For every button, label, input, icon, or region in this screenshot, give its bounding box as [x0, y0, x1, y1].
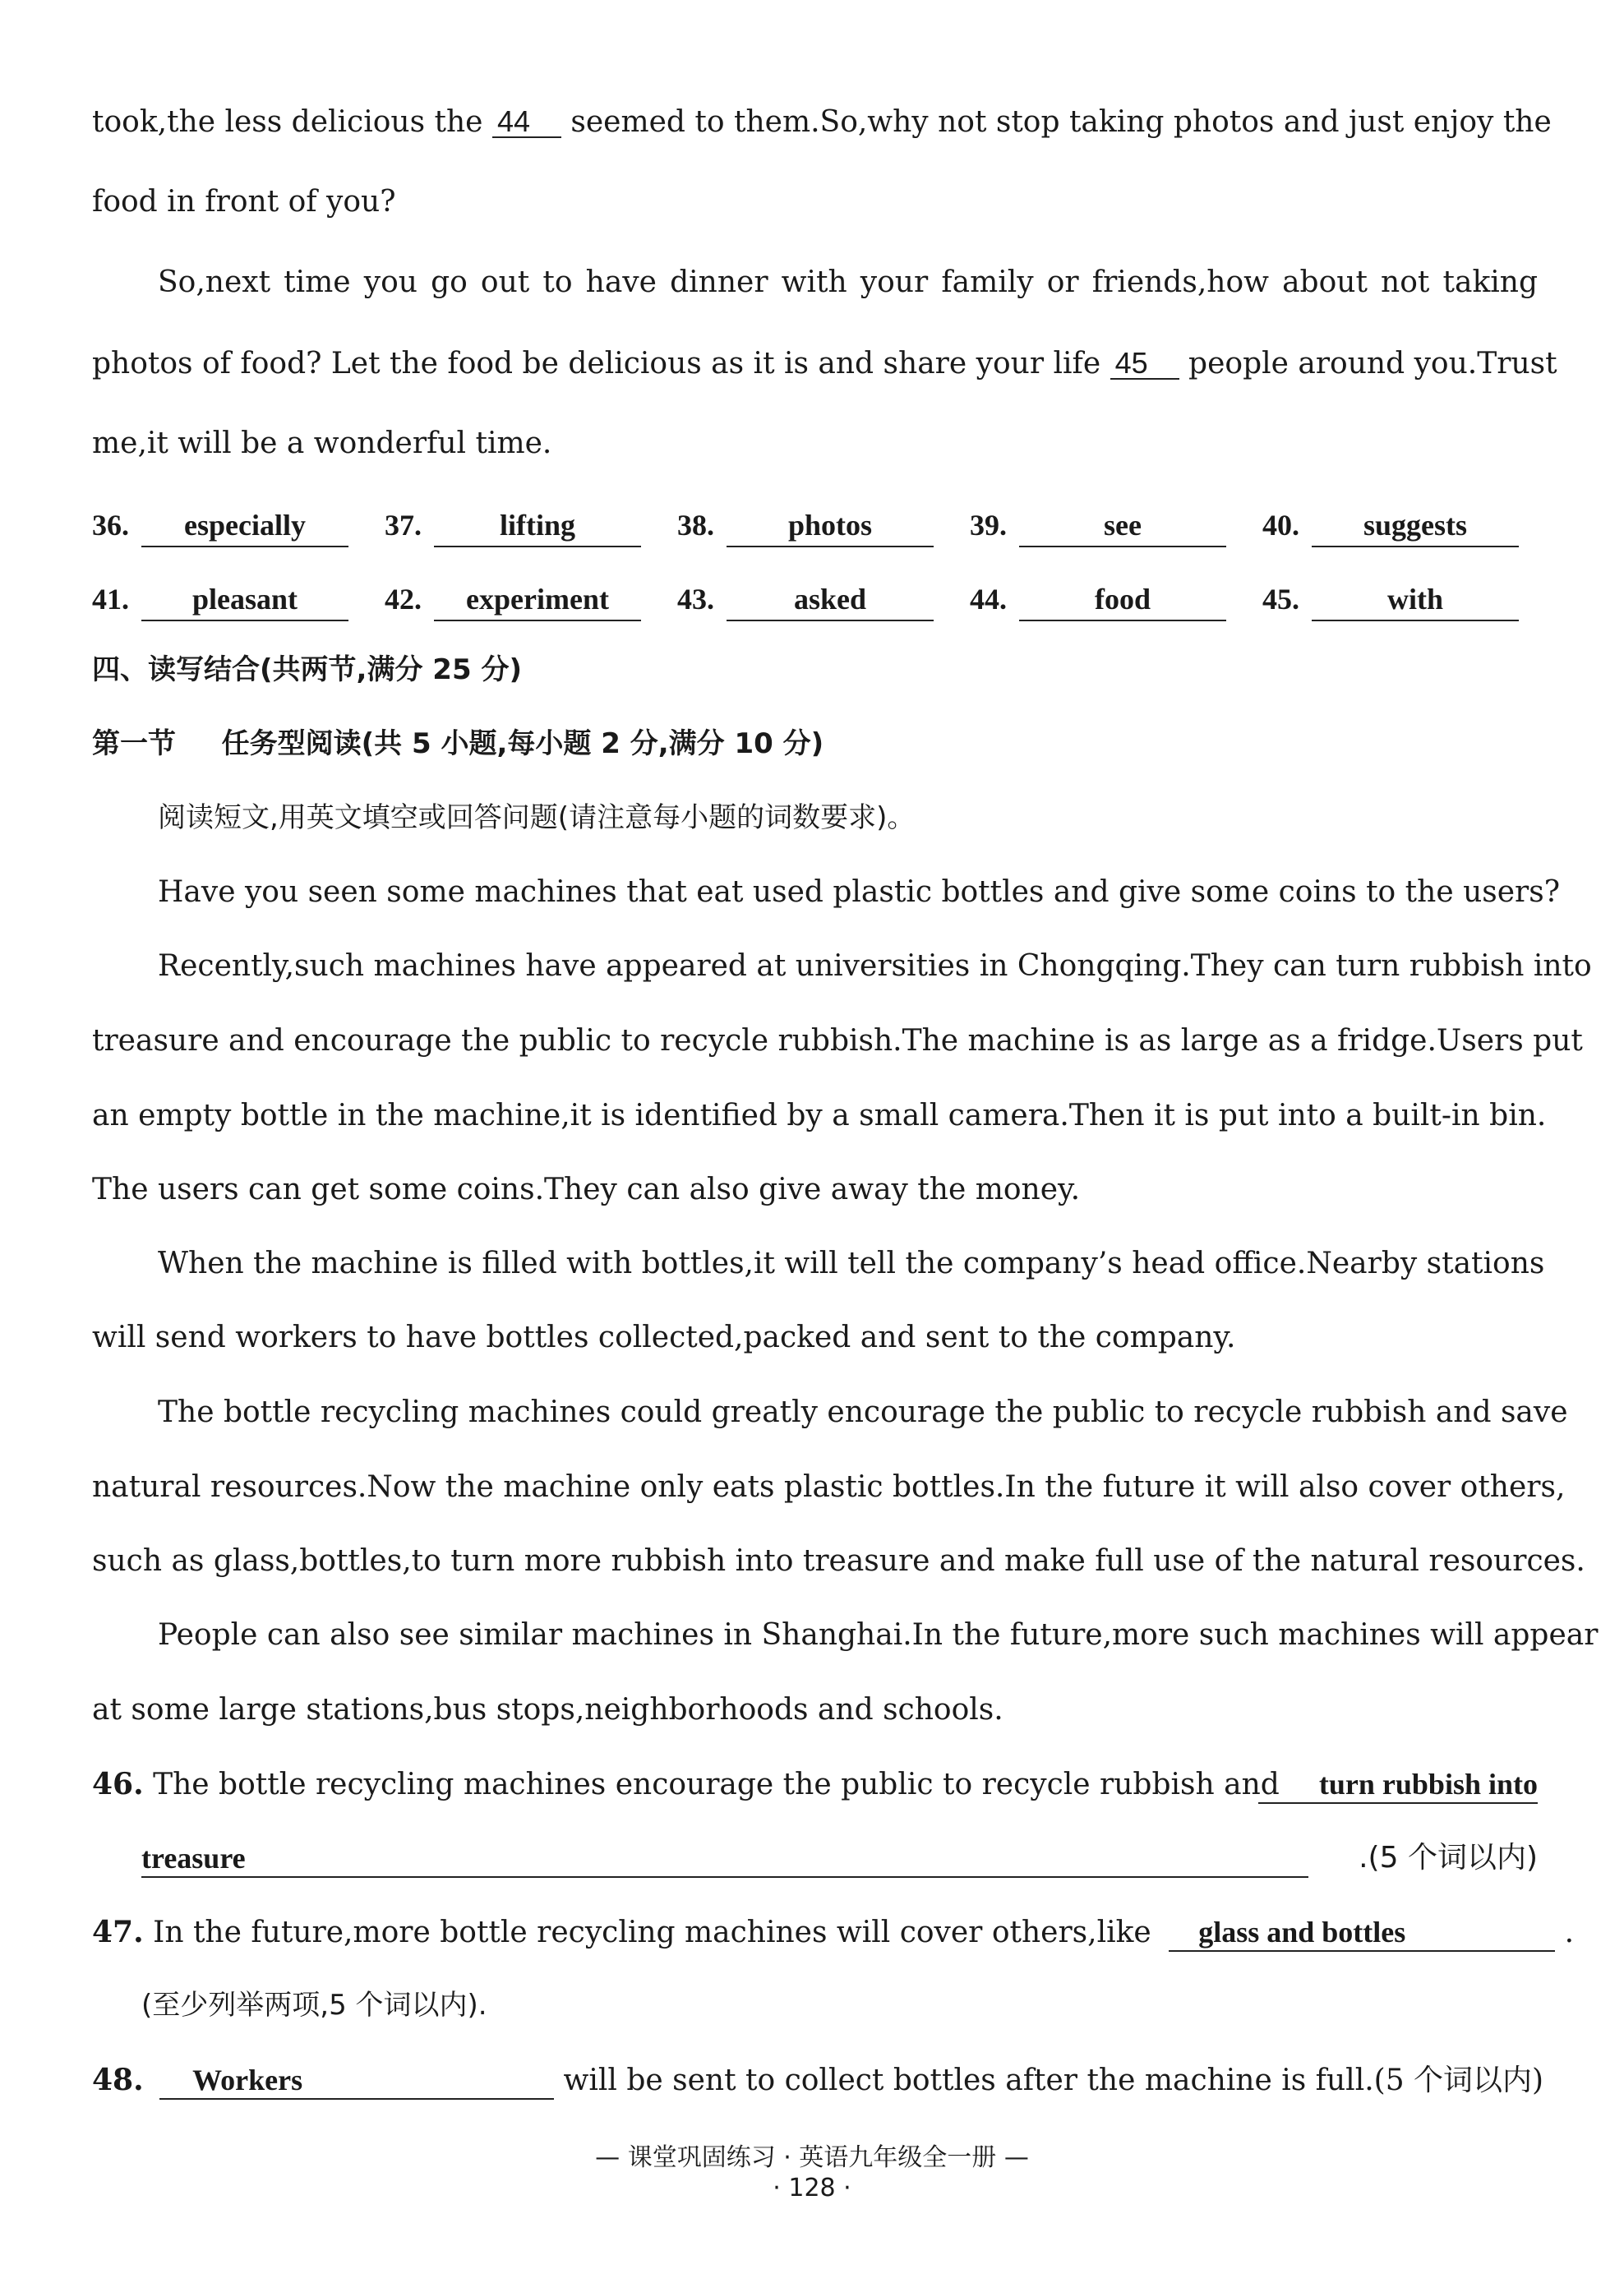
answer-value: food	[1019, 582, 1226, 621]
section-heading	[92, 653, 1538, 686]
answer-item	[677, 508, 873, 542]
passage-line	[92, 1544, 1585, 1578]
answer-item	[385, 508, 575, 542]
punctuation: .	[1564, 1916, 1575, 1949]
text: So,next time you go out to have dinner with your family or friends,how about not taking	[158, 265, 1538, 299]
passage-line	[92, 1695, 1538, 1725]
answer-number: 43.	[677, 583, 714, 616]
passage-line	[158, 949, 1592, 983]
text: at some large stations,bus stops,neighborhoods and schools.	[92, 1693, 1003, 1727]
passage-line	[92, 429, 1538, 459]
text: natural resources.Now the machine only eats plastic bottles.In the future it will also cover others,	[92, 1470, 1566, 1504]
footer-title	[0, 2137, 1624, 2173]
answer-value: suggests	[1312, 508, 1519, 547]
answer-text: glass and bottles	[1169, 1917, 1555, 1952]
question-46-cont	[141, 1843, 1538, 1878]
text: Have you seen some machines that eat used plastic bottles and give some coins to the users?	[158, 875, 1561, 909]
answer-item	[970, 582, 1151, 616]
question-46	[92, 1769, 1538, 1800]
instruction-text: 阅读短文,用英文填空或回答问题(请注意每小题的词数要求)。	[158, 801, 916, 834]
passage-line	[92, 346, 1557, 380]
answer-number: 41.	[92, 583, 129, 616]
part-title: 任务型阅读(共 5 小题,每小题 2 分,满分 10 分)	[221, 727, 824, 760]
word-limit: (至少列举两项,5 个词以内).	[141, 1989, 487, 2022]
answer-text: Workers	[159, 2065, 554, 2100]
answer-number: 38.	[677, 509, 714, 542]
passage-line	[92, 1099, 1547, 1132]
answer-row	[92, 508, 1539, 549]
answer-number: 37.	[385, 509, 422, 542]
text: food in front of you?	[92, 185, 396, 219]
part-label: 第一节	[92, 727, 176, 760]
answer-value: photos	[727, 508, 934, 547]
answer-number: 40.	[1262, 509, 1299, 542]
passage-line	[158, 875, 1561, 909]
blank-44: 44	[492, 107, 561, 138]
question-number: 48.	[92, 2063, 144, 2097]
passage-line	[92, 187, 1538, 217]
question-text: The bottle recycling machines encourage the public to recycle rubbish and	[153, 1768, 1280, 1801]
answer-number: 36.	[92, 509, 129, 542]
word-limit: .(5 个词以内)	[1359, 1841, 1538, 1875]
answer-item	[1262, 582, 1443, 616]
text: Recently,such machines have appeared at universities in Chongqing.They can turn rubbish into	[158, 949, 1592, 983]
question-text: will be sent to collect bottles after the machine is full.(5 个词以内)	[563, 2064, 1544, 2097]
answer-value: lifting	[434, 508, 641, 547]
answer-value: especially	[141, 508, 348, 547]
passage-line	[92, 1470, 1566, 1504]
question-number: 47.	[92, 1915, 144, 1949]
answer-item	[385, 582, 609, 616]
page-number-text: · 128 ·	[773, 2174, 851, 2202]
question-text: In the future,more bottle recycling machines will cover others,like	[153, 1916, 1151, 1949]
passage-line	[92, 1175, 1538, 1205]
text: took,the less delicious the	[92, 105, 483, 139]
passage-line	[92, 1323, 1538, 1353]
passage-line	[92, 104, 1552, 139]
passage-line	[158, 1247, 1545, 1280]
text: an empty bottle in the machine,it is identified by a small camera.Then it is put into a built-in bin.	[92, 1099, 1547, 1132]
text: photos of food? Let the food be delicious as it is and share your life	[92, 347, 1101, 380]
text: such as glass,bottles,to turn more rubbish into treasure and make full use of the natural resources.	[92, 1544, 1585, 1578]
passage-line	[158, 1395, 1568, 1429]
question-47	[92, 1915, 1575, 1952]
answer-number: 39.	[970, 509, 1007, 542]
text: When the machine is filled with bottles,it will tell the company’s head office.Nearby stations	[158, 1247, 1545, 1280]
text: The bottle recycling machines could greatly encourage the public to recycle rubbish and save	[158, 1395, 1568, 1429]
answer-text: treasure	[141, 1843, 1308, 1878]
answer-value: with	[1312, 582, 1519, 621]
text: me,it will be a wonderful time.	[92, 427, 552, 460]
answer-text: turn rubbish into	[1258, 1769, 1538, 1804]
answer-value: pleasant	[141, 582, 348, 621]
part-heading	[92, 727, 1538, 760]
passage-line	[158, 265, 1538, 299]
answer-number: 44.	[970, 583, 1007, 616]
text: will send workers to have bottles collected,packed and sent to the company.	[92, 1321, 1236, 1354]
answer-number: 45.	[1262, 583, 1299, 616]
instruction	[158, 801, 1538, 834]
text: people around you.Trust	[1188, 347, 1557, 380]
text: seemed to them.So,why not stop taking photos and just enjoy the	[570, 105, 1552, 139]
passage-line	[158, 1618, 1599, 1652]
question-number: 46.	[92, 1767, 144, 1801]
blank-45: 45	[1110, 348, 1179, 380]
answer-row	[92, 582, 1539, 623]
question-47-note	[141, 1989, 1538, 2022]
answer-number: 42.	[385, 583, 422, 616]
text: People can also see similar machines in Shanghai.In the future,more such machines will appear	[158, 1618, 1599, 1652]
answer-value: experiment	[434, 582, 641, 621]
answer-item	[1262, 508, 1468, 542]
section-title: 四、读写结合(共两节,满分 25 分)	[92, 653, 522, 686]
answer-item	[677, 582, 867, 616]
answer-value: asked	[727, 582, 934, 621]
page-number	[0, 2174, 1624, 2202]
answer-item	[92, 582, 298, 616]
answer-item	[92, 508, 306, 542]
passage-line	[92, 1024, 1583, 1058]
text: The users can get some coins.They can also give away the money.	[92, 1173, 1081, 1206]
text: treasure and encourage the public to recycle rubbish.The machine is as large as a fridge.Users put	[92, 1024, 1583, 1058]
book-title: — 课堂巩固练习 · 英语九年级全一册 —	[595, 2143, 1029, 2172]
answer-item	[970, 508, 1142, 542]
question-48	[92, 2063, 1544, 2100]
answer-value: see	[1019, 508, 1226, 547]
